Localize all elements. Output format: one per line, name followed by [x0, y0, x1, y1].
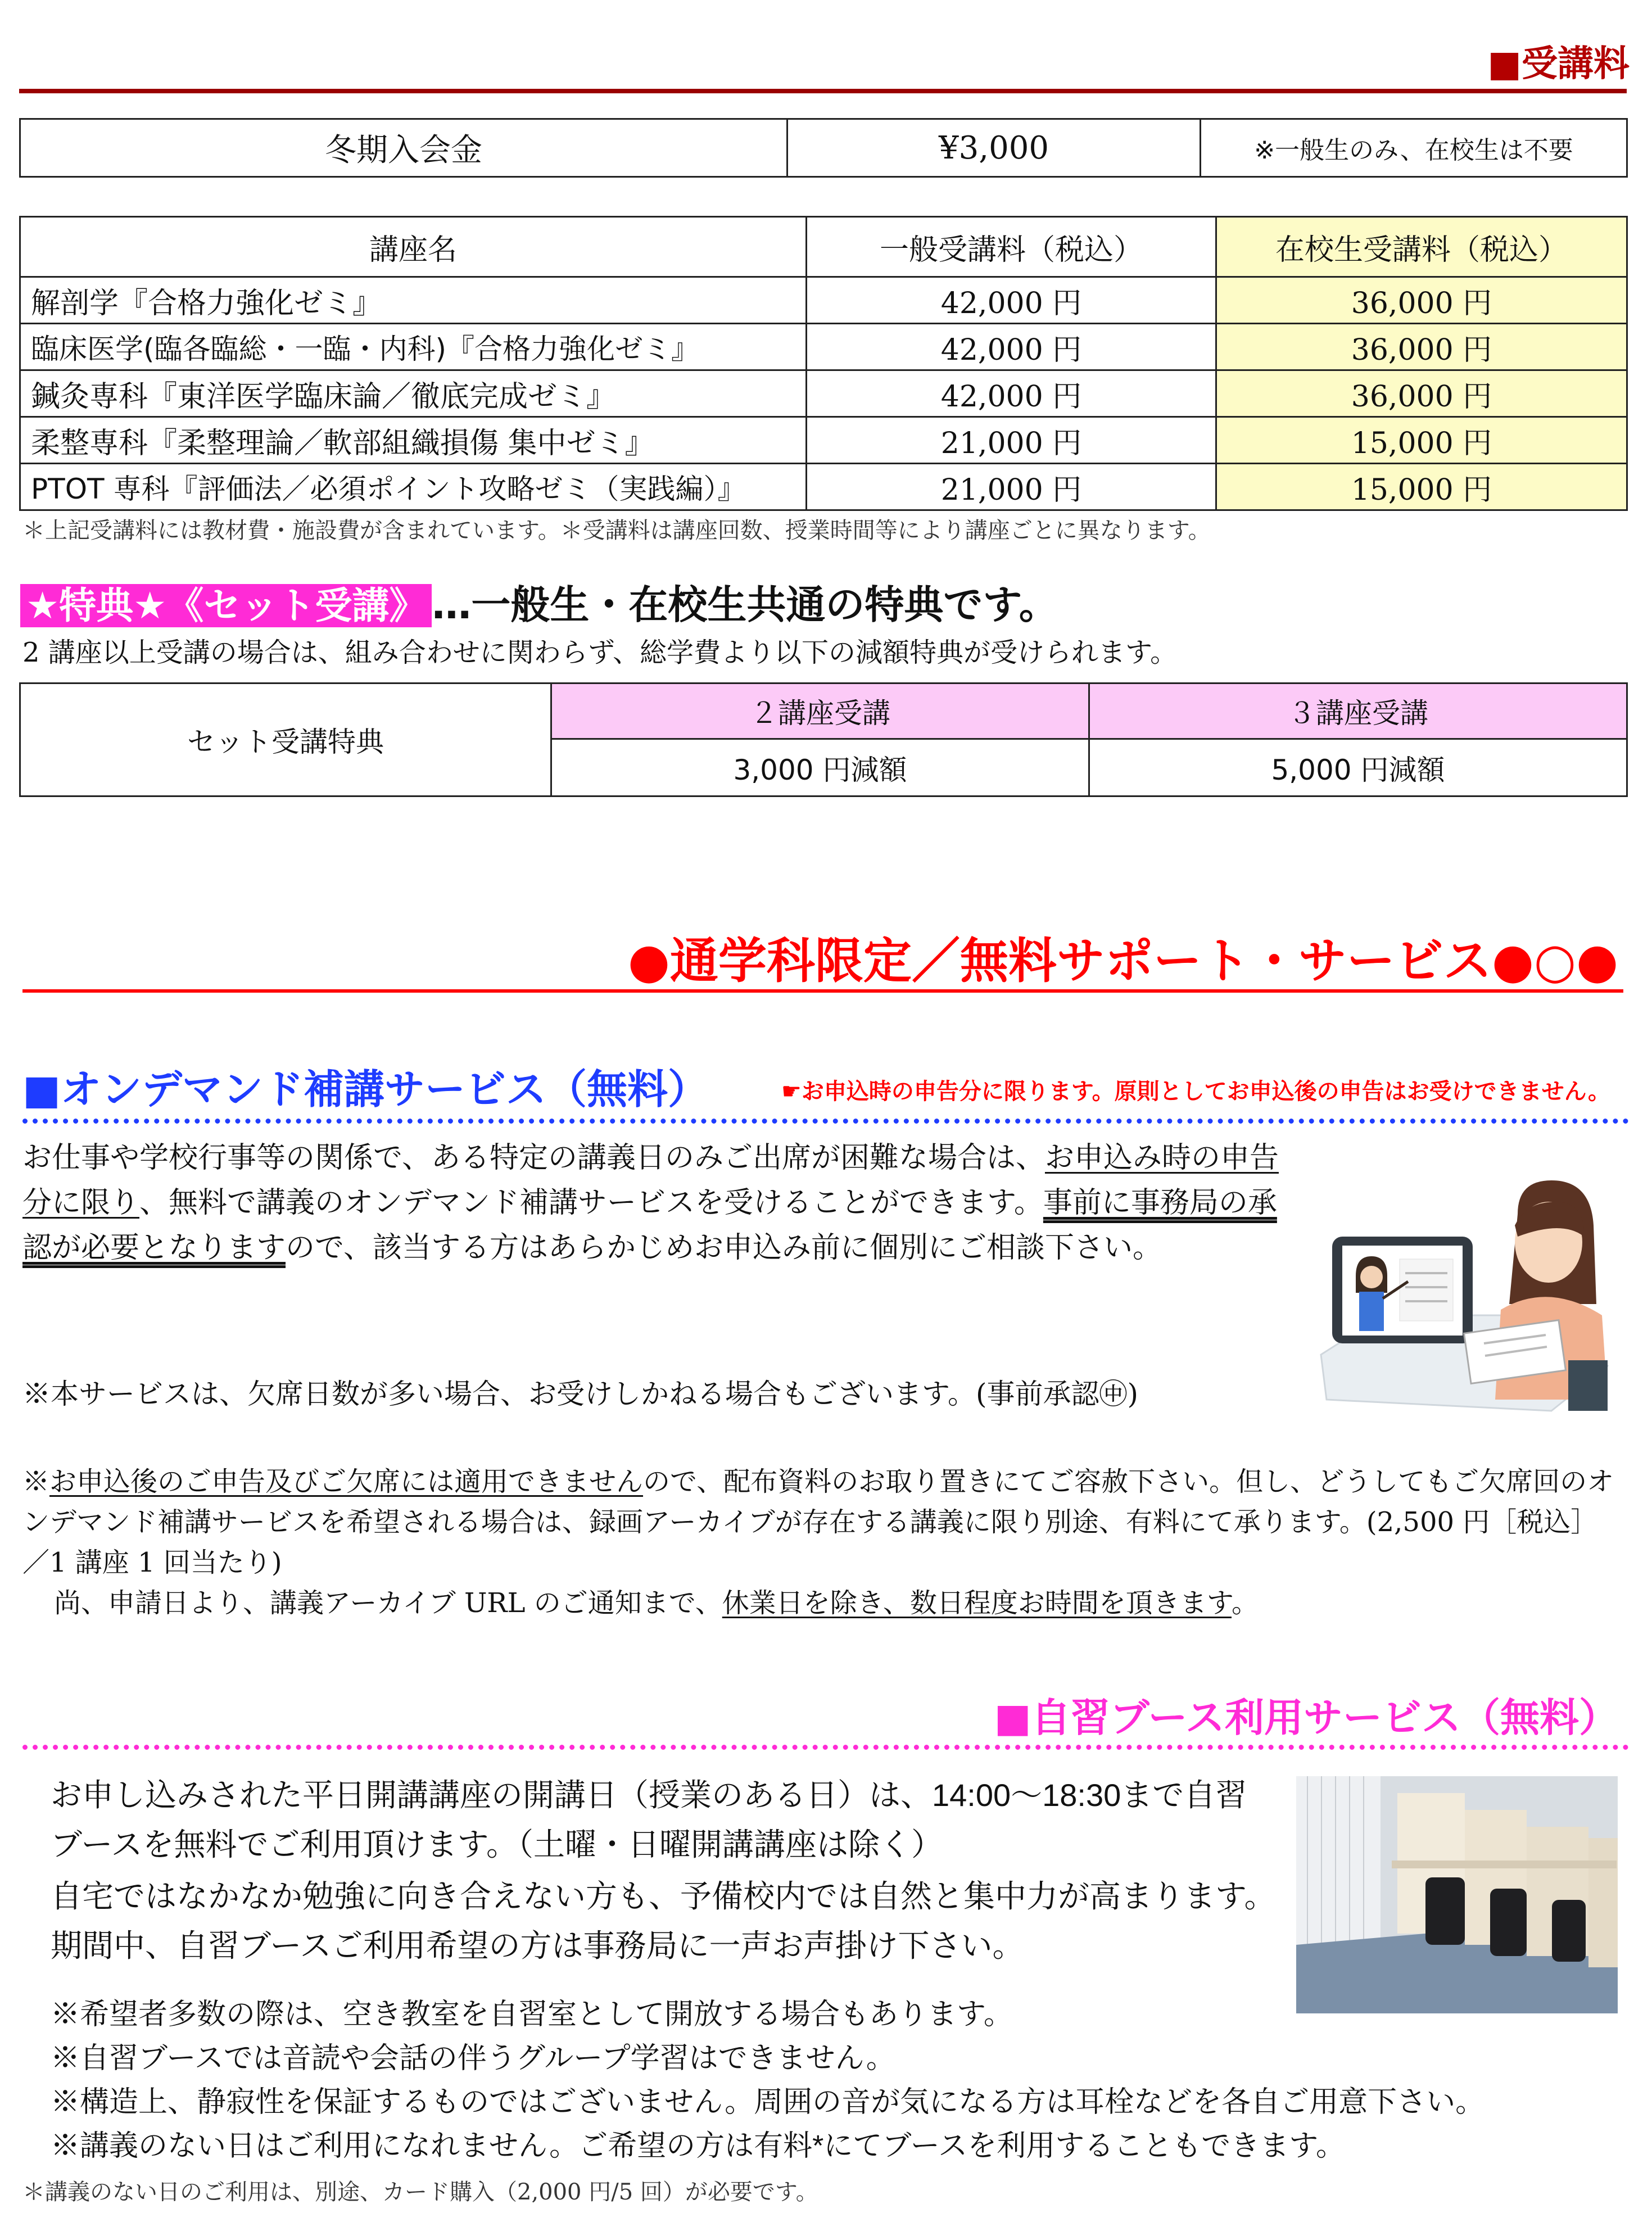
table-row	[20, 277, 1627, 324]
general-fee: 21,000 円	[807, 417, 1216, 464]
booth-paragraph-1: お申し込みされた平日開講講座の開講日（授業のある日）は、14:00〜18:30まで自習ブースを無料でご利用頂けます。（土曜・日曜開講講座は除く）	[51, 1777, 1247, 1862]
student-fee: 36,000 円	[1216, 370, 1627, 417]
col-header-course: 講座名	[20, 217, 807, 277]
course-name: 柔整専科『柔整理論／軟部組織損傷 集中ゼミ』	[20, 417, 807, 464]
text-span: お仕事や学校行事等の関係で、ある特定の講義日のみご出席が困難な場合は、	[22, 1141, 1045, 1175]
text-span: ので、配布資料のお取り置きにてご容赦下さい。但し、どうしてもご欠席回のオンデマンド補講サービスを希望される場合は、録画アーカイブが存在する講義に限り別途、有料にて承ります。(2,500 円［税込］／1 講座 1 回当たり)	[22, 1466, 1614, 1578]
study-booth-photo	[1296, 1776, 1618, 2013]
booth-note-4: ※講義のない日はご利用になれません。ご希望の方は有料*にてブースを利用することもできます。	[51, 2130, 1346, 2162]
booth-dotted-rule	[22, 1745, 1629, 1750]
entry-fee-label: 冬期入会金	[20, 119, 787, 177]
underlined-text: お申込み時の申告分に限り	[22, 1141, 1279, 1220]
col-header-student: 在校生受講料（税込）	[1216, 217, 1627, 277]
booth-footnote: ＊講義のない日のご利用は、別途、カード購入（2,000 円/5 回）が必要です。	[22, 2179, 818, 2205]
ondemand-note-2	[22, 1461, 1619, 1583]
text-span: ので、該当する方はあらかじめお申込み前に個別にご相談下さい。	[286, 1231, 1162, 1265]
section-divider	[19, 89, 1627, 93]
general-fee: 42,000 円	[807, 324, 1216, 370]
ondemand-note-3	[54, 1583, 1259, 1623]
table-row	[20, 464, 1627, 510]
student-fee: 15,000 円	[1216, 417, 1627, 464]
general-fee: 42,000 円	[807, 370, 1216, 417]
table-row	[20, 324, 1627, 370]
set-benefit-table	[19, 682, 1628, 797]
online-lesson-illustration	[1315, 1175, 1619, 1422]
two-course-discount: 3,000 円減額	[551, 739, 1089, 796]
ondemand-dotted-rule	[22, 1119, 1629, 1124]
benefit-headline: …一般生・在校生共通の特典です。	[432, 582, 1058, 628]
underlined-text: 休業日を除き、数日程度お時間を頂きます	[722, 1587, 1232, 1619]
underlined-text: お申込後のご申告及びご欠席には適用できません	[49, 1466, 644, 1497]
course-name: 鍼灸専科『東洋医学臨床論／徹底完成ゼミ』	[20, 370, 807, 417]
booth-note-2: ※自習ブースでは音読や会話の伴うグループ学習はできません。	[51, 2042, 895, 2075]
table-row	[20, 370, 1627, 417]
double-underlined-text: 事前に事務局の承認が必要となります	[22, 1186, 1277, 1265]
three-course-header: ３講座受講	[1089, 683, 1627, 739]
course-name: 解剖学『合格力強化ゼミ』	[20, 277, 807, 324]
support-section-title: ●通学科限定／無料サポート・サービス●○●	[627, 933, 1618, 989]
course-name: 臨床医学(臨各臨総・一臨・内科)『合格力強化ゼミ』	[20, 324, 807, 370]
col-header-general: 一般受講料（税込）	[807, 217, 1216, 277]
text-span: 。	[1232, 1587, 1259, 1619]
text-span: 尚、申請日より、講義アーカイブ URL のご通知まで、	[54, 1587, 722, 1619]
benefit-description: 2 講座以上受講の場合は、組み合わせに関わらず、総学費より以下の減額特典が受けられます。	[22, 637, 1178, 668]
table-row	[20, 417, 1627, 464]
text-span: 、無料で講義のオンデマンド補講サービスを受けることができます。	[139, 1186, 1043, 1220]
general-fee: 42,000 円	[807, 277, 1216, 324]
course-fee-table	[19, 216, 1628, 511]
ondemand-paragraph	[22, 1135, 1304, 1270]
entry-fee-amount: ¥3,000	[787, 119, 1201, 177]
student-fee: 15,000 円	[1216, 464, 1627, 510]
ondemand-title: ■オンデマンド補講サービス（無料）	[22, 1066, 709, 1113]
course-name: PTOT 専科『評価法／必須ポイント攻略ゼミ（実践編）』	[20, 464, 807, 510]
ondemand-notice: ☛お申込時の申告分に限ります。原則としてお申込後の申告はお受けできません。	[781, 1079, 1611, 1105]
general-fee: 21,000 円	[807, 464, 1216, 510]
student-fee: 36,000 円	[1216, 277, 1627, 324]
benefit-heading	[20, 573, 1058, 633]
two-course-header: ２講座受講	[551, 683, 1089, 739]
entry-fee-note: ※一般生のみ、在校生は不要	[1201, 119, 1627, 177]
three-course-discount: 5,000 円減額	[1089, 739, 1627, 796]
entry-fee-table	[19, 118, 1628, 178]
text-span: ※	[22, 1466, 50, 1497]
fees-footnote: ＊上記受講料には教材費・施設費が含まれています。＊受講料は講座回数、授業時間等により講座ごとに異なります。	[22, 518, 1211, 544]
booth-paragraph-2: 自宅ではなかなか勉強に向き合えない方も、予備校内では自然と集中力が高まります。期間中、自習ブースご利用希望の方は事務局に一声お声掛け下さい。	[51, 1878, 1276, 1963]
benefit-badge: ★特典★《セット受講》	[20, 584, 432, 627]
booth-note-1: ※希望者多数の際は、空き教室を自習室として開放する場合もあります。	[51, 1998, 1013, 2031]
support-divider	[22, 989, 1623, 993]
ondemand-note-1: ※本サービスは、欠席日数が多い場合、お受けしかねる場合もございます。(事前承認㊥)	[22, 1378, 1139, 1410]
booth-note-3: ※構造上、静寂性を保証するものではございません。周囲の音が気になる方は耳栓などを各自ご用意下さい。	[51, 2086, 1485, 2119]
fees-section-title: ■受講料	[1487, 43, 1630, 85]
student-fee: 36,000 円	[1216, 324, 1627, 370]
set-benefit-label: セット受講特典	[20, 683, 551, 796]
booth-title: ■自習ブース利用サービス（無料）	[994, 1695, 1618, 1741]
